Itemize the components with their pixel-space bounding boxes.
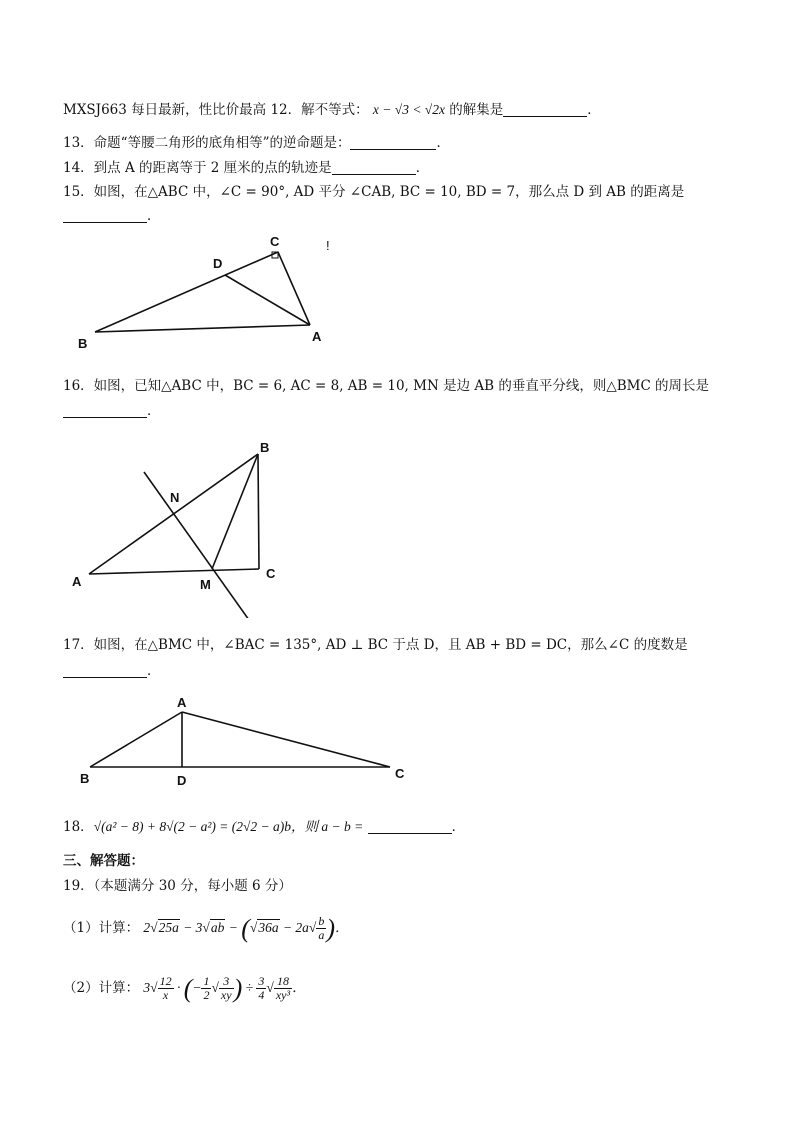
label-c: C <box>270 234 280 249</box>
q12-prefix: MXSJ663 每日最新，性比价最高 12．解不等式： <box>63 102 369 118</box>
segment-ab <box>90 712 182 767</box>
label-b: B <box>78 336 88 351</box>
figure-q16 <box>68 428 308 622</box>
answer-blank[interactable] <box>63 663 147 678</box>
question-17 <box>63 636 688 654</box>
figure-q17 <box>70 690 415 794</box>
triangle-abc-altitude-figure <box>70 690 415 790</box>
q15-end: ． <box>147 208 161 224</box>
q12-expr: − √3 < √2x <box>378 102 445 117</box>
question-18 <box>63 818 465 836</box>
q16-text: 16．如图，已知△ABC 中，BC = 6, AC = 8, AB = 10, MN 是边 AB 的垂直平分线，则△BMC 的周长是 <box>63 378 710 394</box>
q12-end: ． <box>587 102 601 118</box>
triangle-abc-figure <box>70 230 370 360</box>
label-b: B <box>80 771 90 786</box>
answer-blank[interactable] <box>350 135 436 150</box>
q13-end: ． <box>436 135 450 151</box>
stray-mark: ! <box>326 238 330 253</box>
q19-p2-expr: 3√ $\frac{12}{x}$ · (− $\frac{1}{2}$ √ $\frac{3}{xy}$ ) ÷ $\frac{3}{4}$ √ $\frac{18}{\text{xy³}}$ ． <box>143 973 306 1003</box>
q14-text: 14．到点 A 的距离等于 2 厘米的点的轨迹是 <box>63 160 332 176</box>
label-m: M <box>200 577 211 592</box>
question-19-part-2 <box>63 971 306 1006</box>
q12-suffix: 的解集是 <box>449 102 504 118</box>
label-b: B <box>260 440 270 455</box>
segment-bc <box>258 454 259 569</box>
q19-p2-label: （2）计算： <box>63 980 140 996</box>
section-title: 三、解答题： <box>63 853 144 869</box>
q19-p1-label: （1）计算： <box>63 920 140 936</box>
label-c: C <box>266 566 276 581</box>
segment-ac <box>182 712 390 767</box>
label-c: C <box>395 766 405 781</box>
segment-bc <box>95 252 278 332</box>
question-15 <box>63 183 684 201</box>
q17-text: 17．如图，在△BMC 中，∠BAC = 135°, AD ⊥ BC 于点 D，且 AB + BD = DC，那么∠C 的度数是 <box>63 637 688 653</box>
q12-expr-x: x <box>372 102 379 117</box>
answer-blank[interactable] <box>63 403 147 418</box>
q15-text: 15．如图，在△ABC 中，∠C = 90°, AD 平分 ∠CAB, BC = 10, BD = 7，那么点 D 到 AB 的距离是 <box>63 184 685 200</box>
label-a: A <box>72 574 82 589</box>
label-d: D <box>177 773 187 788</box>
answer-blank[interactable] <box>368 819 452 834</box>
q17-end: ． <box>147 663 161 679</box>
question-19-header: 19．（本题满分 30 分，每小题 6 分） <box>63 878 292 894</box>
question-17-answer <box>63 662 161 680</box>
question-19-part-1 <box>63 913 349 944</box>
q19-p1-expr: 2√25a − 3√ab − (√36a − 2a√ $\frac{b}{a}$ )． <box>143 913 349 943</box>
question-12 <box>63 101 601 119</box>
line-mn <box>144 472 249 618</box>
label-a: A <box>177 695 187 710</box>
q18-expr: √(a² − 8) + 8√(2 − a²) = (2√2 − a)b，则 a − b = <box>93 819 364 834</box>
answer-blank[interactable] <box>503 102 587 117</box>
q16-end: ． <box>147 403 161 419</box>
answer-blank[interactable] <box>332 160 416 175</box>
label-d: D <box>213 256 223 271</box>
q18-prefix: 18． <box>63 819 94 835</box>
question-14 <box>63 159 429 177</box>
label-n: N <box>170 490 180 505</box>
segment-ac <box>89 569 259 574</box>
label-a: A <box>312 329 322 344</box>
triangle-abc-bisector-figure <box>68 428 308 618</box>
segment-ca <box>278 252 310 325</box>
segment-ad <box>225 275 310 325</box>
question-16 <box>63 377 709 395</box>
question-16-answer <box>63 402 161 420</box>
q18-end: ． <box>451 819 466 835</box>
question-13 <box>63 134 450 152</box>
segment-ab <box>95 325 310 332</box>
question-15-answer <box>63 207 161 225</box>
q13-text: 13．命题“等腰二角形的底角相等”的逆命题是： <box>63 135 351 151</box>
answer-blank[interactable] <box>63 208 147 223</box>
figure-q15 <box>70 230 370 364</box>
q14-end: ． <box>415 160 430 176</box>
